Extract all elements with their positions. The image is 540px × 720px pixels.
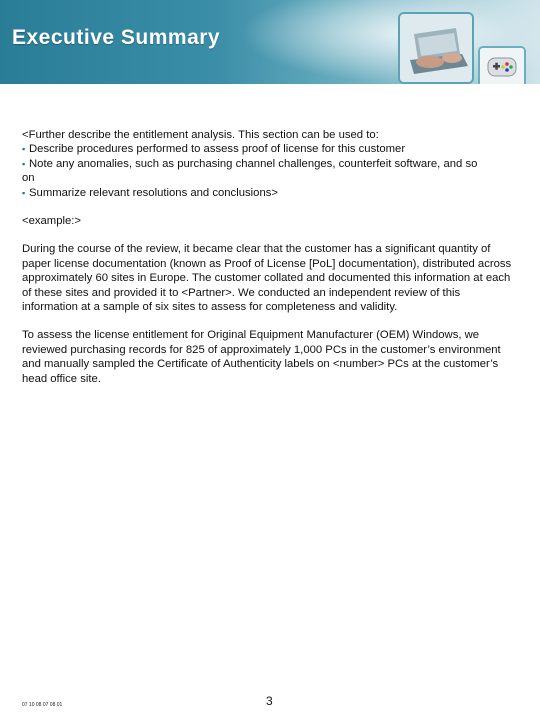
bullet-icon: ▪	[22, 144, 26, 155]
document-body	[22, 128, 514, 386]
example-label: <example:>	[22, 215, 82, 228]
page-number: 3	[266, 694, 273, 708]
intro-line: <Further describe the entitlement analysis. This section can be used to:	[22, 129, 379, 141]
bullet-icon: ▪	[22, 187, 26, 198]
header-banner	[0, 0, 540, 84]
laptop-photo-icon	[398, 12, 474, 84]
list-item-text: Describe procedures performed to assess proof of license for this customer	[29, 143, 406, 156]
list-item	[22, 157, 514, 171]
page-title: Executive Summary	[12, 26, 221, 49]
body-paragraph: During the course of the review, it became clear that the customer has a significant quantity of paper license documentation (known as Proof of License [PoL] documentation), distributed across approximately 60 sites in Europe. The customer collated and documented this information at each of these sites and provided it to <Partner>. We conducted an independent review of this information at a sample of six sites to assess for completeness and validity.	[22, 243, 512, 314]
gamepad-photo-icon	[478, 46, 526, 84]
body-paragraph: To assess the license entitlement for Original Equipment Manufacturer (OEM) Windows, we reviewed purchasing records for 825 of approximately 1,000 PCs in the customer’s environment and manually sampled the Certificate of Authenticity labels on <number> PCs at the customer’s head office site.	[22, 329, 501, 385]
list-item	[22, 142, 514, 156]
list-item-continuation: on	[22, 172, 35, 185]
list-item-text: Summarize relevant resolutions and conclusions>	[29, 186, 278, 199]
list-item-text: Note any anomalies, such as purchasing channel challenges, counterfeit software, and so	[29, 157, 478, 170]
list-item	[22, 186, 514, 200]
bullet-icon: ▪	[22, 158, 26, 169]
footer-document-code: 07 10 08 07 08 01	[22, 702, 63, 708]
